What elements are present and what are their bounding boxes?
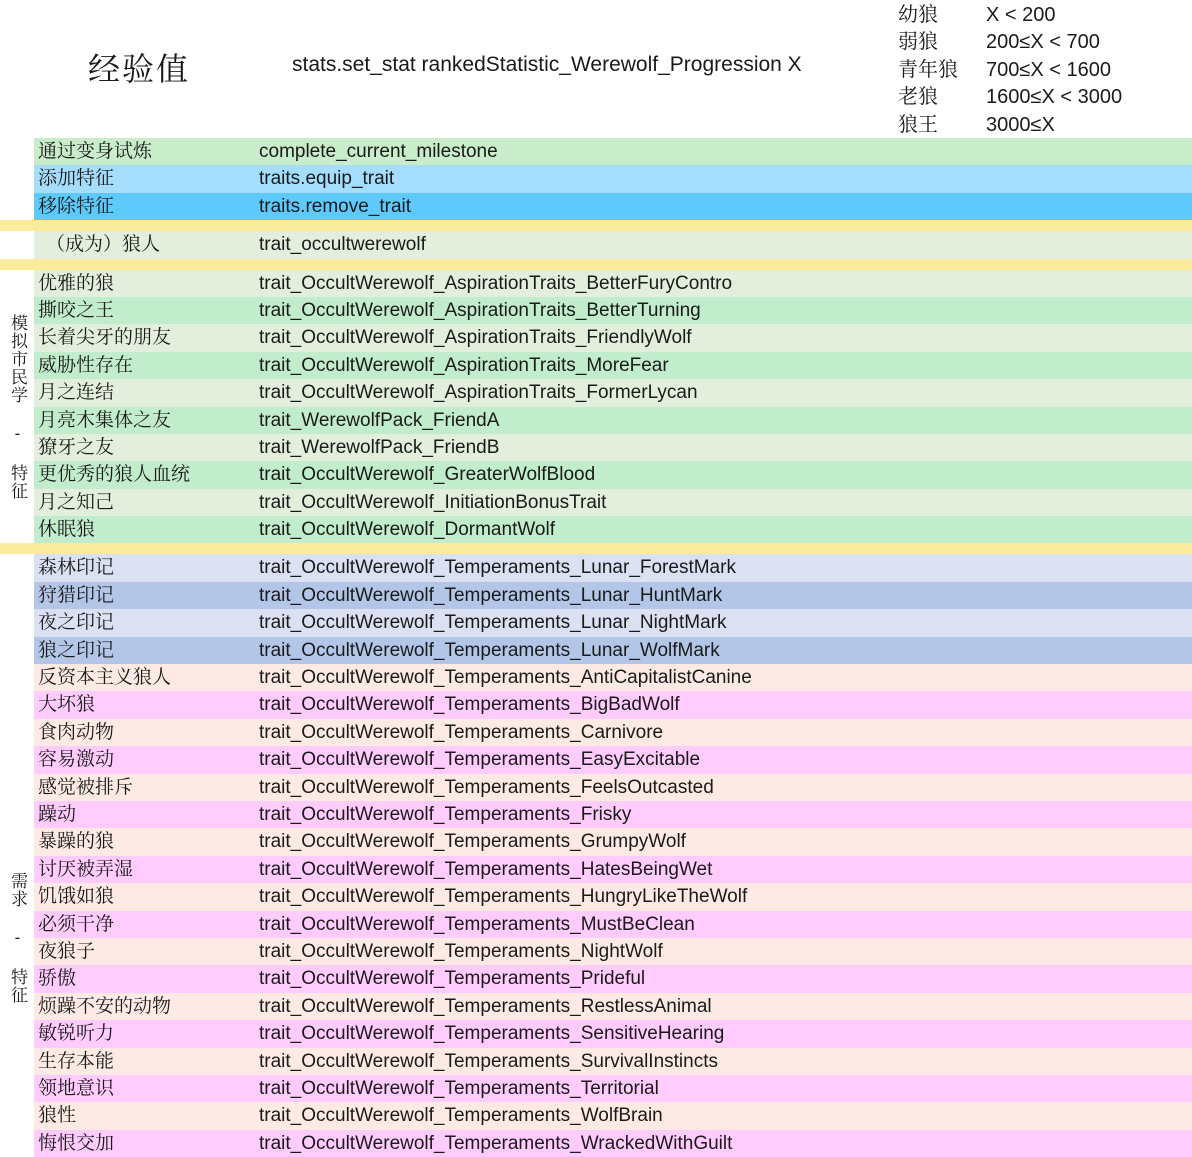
trait-command: trait_OccultWerewolf_Temperaments_Frisky (259, 803, 632, 825)
trait-command: trait_OccultWerewolf_InitiationBonusTrait (259, 491, 607, 513)
row-gutter (0, 1048, 34, 1075)
row-gutter (0, 193, 34, 220)
row-gutter (0, 231, 34, 258)
rank-range: X < 200 (986, 4, 1056, 26)
table-row (0, 165, 1192, 192)
table-row (0, 1102, 1192, 1129)
row-gutter (0, 1102, 34, 1129)
table-row (0, 582, 1192, 609)
trait-command: trait_OccultWerewolf_AspirationTraits_BetterTurning (259, 299, 701, 321)
table-row (0, 461, 1192, 488)
trait-label-cn: 躁动 (38, 803, 77, 825)
trait-command: trait_OccultWerewolf_Temperaments_SensitiveHearing (259, 1023, 725, 1045)
trait-label-cn: 月之连结 (38, 382, 115, 404)
trait-command: trait_OccultWerewolf_AspirationTraits_BetterFuryContro (259, 272, 733, 294)
side-label-needs: 需求 - 特征 (8, 872, 27, 1005)
table-row (0, 1020, 1192, 1047)
trait-label-cn: 狩猎印记 (38, 584, 115, 606)
row-gutter (0, 801, 34, 828)
section-divider-yellow (0, 220, 1192, 231)
trait-label-cn: 月之知己 (38, 491, 115, 513)
trait-label-cn: 敏锐听力 (38, 1023, 115, 1045)
trait-command: trait_OccultWerewolf_Temperaments_MustBeClean (259, 913, 695, 935)
table-row (0, 691, 1192, 718)
table-row (0, 856, 1192, 883)
trait-command: trait_OccultWerewolf_Temperaments_RestlessAnimal (259, 995, 712, 1017)
trait-command: trait_OccultWerewolf_Temperaments_Lunar_ForestMark (259, 557, 736, 579)
trait-label-cn: 夜之印记 (38, 612, 115, 634)
table-row (0, 138, 1192, 165)
row-gutter (0, 719, 34, 746)
trait-label-cn: 添加特征 (38, 168, 115, 190)
trait-command: trait_OccultWerewolf_Temperaments_HungryLikeTheWolf (259, 886, 748, 908)
trait-command: trait_WerewolfPack_FriendA (259, 409, 500, 431)
trait-command: trait_OccultWerewolf_Temperaments_FeelsOutcasted (259, 776, 714, 798)
trait-command: trait_OccultWerewolf_DormantWolf (259, 519, 556, 541)
header (0, 0, 1192, 138)
trait-command: trait_OccultWerewolf_Temperaments_WrackedWithGuilt (259, 1132, 733, 1154)
section-simology-traits (0, 270, 1192, 544)
table-row (0, 938, 1192, 965)
row-gutter (0, 1075, 34, 1102)
table-row (0, 324, 1192, 351)
trait-label-cn: （成为）狼人 (46, 234, 161, 256)
trait-label-cn: 优雅的狼 (38, 272, 115, 294)
table-row (0, 965, 1192, 992)
side-label-simology: 模拟市民学 - 特征 (8, 313, 27, 500)
trait-command: trait_OccultWerewolf_Temperaments_SurvivalInstincts (259, 1050, 718, 1072)
table-row (0, 911, 1192, 938)
table-row (0, 516, 1192, 543)
trait-label-cn: 月亮木集体之友 (38, 409, 172, 431)
table-row (0, 664, 1192, 691)
trait-label-cn: 骄傲 (38, 968, 77, 990)
table-row (0, 801, 1192, 828)
table-row (0, 270, 1192, 297)
table-row (0, 1075, 1192, 1102)
trait-label-cn: 移除特征 (38, 195, 115, 217)
rank-name: 狼王 (898, 113, 938, 136)
rank-legend (898, 2, 1122, 139)
trait-command: trait_OccultWerewolf_Temperaments_EasyExcitable (259, 749, 701, 771)
trait-label-cn: 反资本主义狼人 (38, 667, 172, 689)
section-needs-traits (0, 554, 1192, 1157)
trait-command: trait_OccultWerewolf_Temperaments_BigBadWolf (259, 694, 680, 716)
trait-label-cn: 撕咬之王 (38, 299, 115, 321)
table-row (0, 883, 1192, 910)
trait-label-cn: 狼性 (38, 1105, 77, 1127)
table-row (0, 1048, 1192, 1075)
trait-command: trait_OccultWerewolf_Temperaments_HatesBeingWet (259, 858, 713, 880)
trait-label-cn: 领地意识 (38, 1077, 115, 1099)
trait-label-cn: 更优秀的狼人血统 (38, 464, 191, 486)
trait-label-cn: 狼之印记 (38, 639, 115, 661)
table-row (0, 297, 1192, 324)
row-gutter (0, 774, 34, 801)
trait-label-cn: 暴躁的狼 (38, 831, 115, 853)
table-row (0, 434, 1192, 461)
table-body (0, 138, 1192, 1157)
table-row (0, 719, 1192, 746)
table-row (0, 993, 1192, 1020)
trait-command: trait_WerewolfPack_FriendB (259, 436, 500, 458)
table-row (0, 609, 1192, 636)
trait-label-cn: 悔恨交加 (38, 1132, 115, 1154)
trait-command: trait_OccultWerewolf_Temperaments_GrumpyWolf (259, 831, 686, 853)
row-gutter (0, 609, 34, 636)
header-command: stats.set_stat rankedStatistic_Werewolf_Progression X (292, 53, 802, 76)
table-row (0, 489, 1192, 516)
trait-label-cn: 休眠狼 (38, 519, 96, 541)
row-gutter (0, 138, 34, 165)
trait-label-cn: 讨厌被弄湿 (38, 858, 134, 880)
trait-label-cn: 森林印记 (38, 557, 115, 579)
row-gutter (0, 746, 34, 773)
table-row (0, 774, 1192, 801)
trait-label-cn: 长着尖牙的朋友 (38, 327, 172, 349)
row-gutter (0, 637, 34, 664)
trait-command: trait_OccultWerewolf_Temperaments_Carnivore (259, 721, 664, 743)
rank-name: 弱狼 (898, 31, 938, 54)
trait-command: trait_OccultWerewolf_AspirationTraits_MoreFear (259, 354, 669, 376)
trait-label-cn: 獠牙之友 (38, 436, 115, 458)
trait-command: trait_OccultWerewolf_Temperaments_Lunar_NightMark (259, 612, 727, 634)
trait-label-cn: 通过变身试炼 (38, 141, 153, 162)
section-divider-yellow (0, 543, 1192, 554)
table-row (0, 352, 1192, 379)
rank-range: 3000≤X (986, 113, 1055, 136)
trait-label-cn: 威胁性存在 (38, 354, 134, 376)
trait-command: trait_OccultWerewolf_Temperaments_Lunar_WolfMark (259, 639, 720, 661)
trait-label-cn: 食肉动物 (38, 721, 115, 743)
trait-command: traits.equip_trait (259, 168, 395, 190)
trait-label-cn: 感觉被排斥 (38, 776, 134, 798)
rank-range: 1600≤X < 3000 (986, 86, 1123, 109)
rank-range: 700≤X < 1600 (986, 58, 1111, 81)
table-row (0, 637, 1192, 664)
trait-command: trait_OccultWerewolf_AspirationTraits_FormerLycan (259, 382, 698, 404)
table-row (0, 231, 1192, 258)
section-become-werewolf (0, 231, 1192, 258)
section-cheats (0, 138, 1192, 220)
trait-command: complete_current_milestone (259, 141, 498, 162)
trait-command: traits.remove_trait (259, 195, 412, 217)
trait-label-cn: 容易激动 (38, 749, 115, 771)
row-gutter (0, 165, 34, 192)
row-gutter (0, 582, 34, 609)
trait-label-cn: 生存本能 (38, 1050, 115, 1072)
table-row (0, 407, 1192, 434)
trait-command: trait_OccultWerewolf_Temperaments_AntiCapitalistCanine (259, 667, 752, 689)
row-gutter (0, 664, 34, 691)
rank-range: 200≤X < 700 (986, 31, 1100, 54)
trait-command: trait_OccultWerewolf_Temperaments_NightWolf (259, 940, 663, 962)
table-row (0, 193, 1192, 220)
table-row (0, 554, 1192, 581)
table-row (0, 1130, 1192, 1157)
rank-name: 老狼 (898, 86, 938, 109)
trait-command: trait_OccultWerewolf_Temperaments_Lunar_HuntMark (259, 584, 723, 606)
trait-command: trait_OccultWerewolf_GreaterWolfBlood (259, 464, 596, 486)
row-gutter (0, 554, 34, 581)
trait-command: trait_occultwerewolf (259, 234, 426, 256)
trait-label-cn: 烦躁不安的动物 (38, 995, 172, 1017)
page-title: 经验值 (88, 51, 191, 87)
trait-label-cn: 必须干净 (38, 913, 115, 935)
rank-name: 幼狼 (898, 4, 938, 26)
table-row (0, 828, 1192, 855)
trait-command: trait_OccultWerewolf_Temperaments_WolfBrain (259, 1105, 663, 1127)
row-gutter (0, 1130, 34, 1157)
trait-label-cn: 饥饿如狼 (38, 886, 115, 908)
trait-label-cn: 大坏狼 (38, 694, 96, 716)
row-gutter (0, 691, 34, 718)
table-row (0, 379, 1192, 406)
trait-command: trait_OccultWerewolf_Temperaments_Territorial (259, 1077, 659, 1099)
rank-name: 青年狼 (898, 58, 958, 81)
trait-command: trait_OccultWerewolf_Temperaments_Prideful (259, 968, 646, 990)
table-row (0, 746, 1192, 773)
section-divider-yellow (0, 259, 1192, 270)
trait-label-cn: 夜狼子 (38, 940, 96, 962)
trait-command: trait_OccultWerewolf_AspirationTraits_FriendlyWolf (259, 327, 692, 349)
